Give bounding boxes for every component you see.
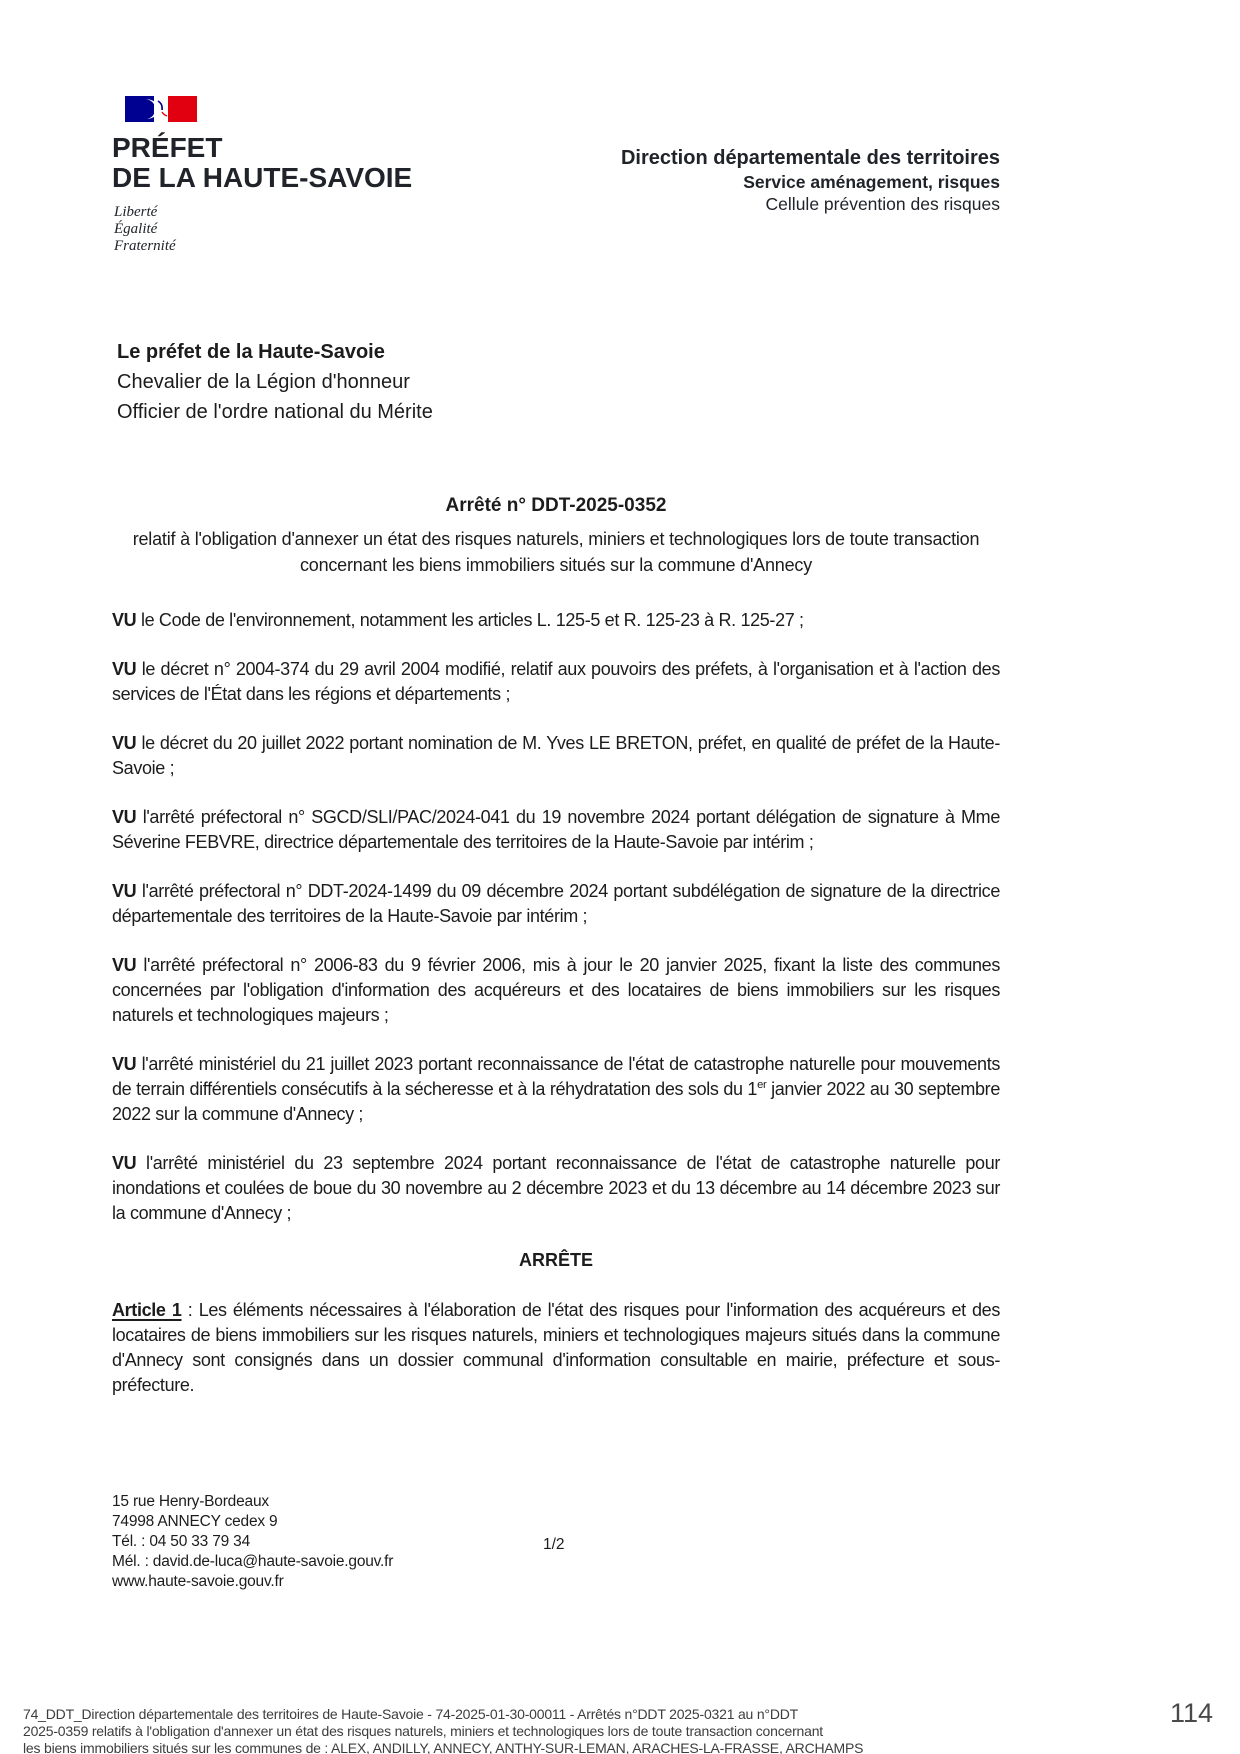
vu-text: le Code de l'environnement, notamment les articles L. 125-5 et R. 125-23 à R. 125-27 ; <box>136 610 804 630</box>
vu-text: l'arrêté préfectoral n° 2006-83 du 9 février 2006, mis à jour le 20 janvier 2025, fixant la liste des communes concernées par l'obligation d'information des acquéreurs et des locataires de biens immobiliers sur les risques naturels et technologiques majeurs ; <box>112 955 1000 1025</box>
article-1-separator: : <box>181 1300 199 1320</box>
vu-label: VU <box>112 659 137 679</box>
decree-subtitle: relatif à l'obligation d'annexer un état des risques naturels, miniers et technologiques lors de toute transaction concernant les biens immobiliers situés sur la commune d'Annecy <box>132 529 980 575</box>
vu-text: l'arrêté préfectoral n° DDT-2024-1499 du 09 décembre 2024 portant subdélégation de signature de la directrice départementale des territoires de la Haute-Savoie par intérim ; <box>112 881 1000 926</box>
vu-text: le décret n° 2004-374 du 29 avril 2004 modifié, relatif aux pouvoirs des préfets, à l'organisation et à l'action des services de l'État dans les régions et départements ; <box>112 659 1000 704</box>
article-1 <box>112 1298 1000 1398</box>
direction-name: Direction départementale des territoires <box>620 147 1000 169</box>
vu-clause-1 <box>112 608 1000 633</box>
prefect-honor-2: Officier de l'ordre national du Mérite <box>117 401 433 423</box>
motto-liberte: Liberté <box>114 204 158 220</box>
vu-clause-3 <box>112 731 1000 781</box>
compilation-page-number: 114 <box>1170 1698 1214 1728</box>
arrete-heading: ARRÊTE <box>518 1250 593 1270</box>
french-flag-marianne-icon <box>125 96 197 122</box>
republic-logo <box>112 96 412 255</box>
article-1-label: Article 1 <box>112 1300 182 1320</box>
vu-clause-5 <box>112 879 1000 929</box>
logo-title-line2: DE LA HAUTE-SAVOIE <box>112 162 413 193</box>
vu-clause-2 <box>112 657 1000 707</box>
service-name: Service aménagement, risques <box>743 172 1000 192</box>
vu-text: l'arrêté ministériel du 23 septembre 2024 portant reconnaissance de l'état de catastrophe naturelle pour inondations et coulées de boue du 30 novembre au 2 décembre 2023 et du 13 décembre au 14 décembre 2023 sur la commune d'Annecy ; <box>112 1153 1000 1223</box>
vu-label: VU <box>112 1153 137 1173</box>
motto-egalite: Égalité <box>114 221 158 237</box>
ordinal-superscript: er <box>757 1079 767 1091</box>
website-line: www.haute-savoie.gouv.fr <box>112 1573 284 1590</box>
vu-label: VU <box>112 610 137 630</box>
vu-label: VU <box>112 807 137 827</box>
compilation-note-line-3: les biens immobiliers situés sur les communes de : ALEX, ANDILLY, ANNECY, ANTHY-SUR-LEMAN, ARACHES-LA-FRASSE, ARCHAMPS <box>23 1740 864 1754</box>
vu-text: l'arrêté ministériel du 21 juillet 2023 portant reconnaissance de l'état de catastrophe naturelle pour mouvements de terrain différentiels consécutifs à la sécheresse et à la réhydratation des sols du 1 <box>112 1054 1000 1099</box>
page-indicator: 1/2 <box>543 1536 565 1553</box>
email-line: Mél. : david.de-luca@haute-savoie.gouv.fr <box>112 1553 394 1570</box>
logo-title-line1: PRÉFET <box>112 132 223 163</box>
phone-line: Tél. : 04 50 33 79 34 <box>112 1533 250 1550</box>
motto-fraternite: Fraternité <box>114 238 176 254</box>
service-header <box>440 146 1000 215</box>
prefect-title: Le préfet de la Haute-Savoie <box>117 341 385 363</box>
logo-motto <box>114 204 412 255</box>
vu-label: VU <box>112 733 137 753</box>
vu-label: VU <box>112 1054 137 1074</box>
vu-clause-7 <box>112 1052 1000 1127</box>
vu-label: VU <box>112 955 137 975</box>
vu-text: l'arrêté préfectoral n° SGCD/SLI/PAC/2024-041 du 19 novembre 2024 portant délégation de signature à Mme Séverine FEBVRE, directrice départementale des territoires de la Haute-Savoie par intérim ; <box>112 807 1000 852</box>
decree-title: Arrêté n° DDT-2025-0352 <box>445 495 667 516</box>
vu-label: VU <box>112 881 137 901</box>
address-line-1: 15 rue Henry-Bordeaux <box>112 1493 269 1510</box>
compilation-note-line-1: 74_DDT_Direction départementale des territoires de Haute-Savoie - 74-2025-01-30-00011 - Arrêtés n°DDT 2025-0321 au n°DDT <box>23 1706 798 1722</box>
vu-clause-8 <box>112 1151 1000 1226</box>
authority-block <box>117 337 433 427</box>
compilation-note <box>23 1706 1143 1754</box>
compilation-note-line-2: 2025-0359 relatifs à l'obligation d'annexer un état des risques naturels, miniers et technologiques lors de toute transaction concernant <box>23 1723 823 1739</box>
decree-body <box>112 608 1000 1398</box>
address-line-2: 74998 ANNECY cedex 9 <box>112 1513 278 1530</box>
vu-clause-4 <box>112 805 1000 855</box>
vu-text: janvier 2022 au 30 septembre 2022 sur la commune d'Annecy ; <box>112 1079 1000 1124</box>
vu-clause-6 <box>112 953 1000 1028</box>
article-1-text: Les éléments nécessaires à l'élaboration de l'état des risques pour l'information des acquéreurs et des locataires de biens immobiliers sur les risques naturels, miniers et technologiques majeurs situés dans la commune d'Annecy sont consignés dans un dossier communal d'information consultable en mairie, préfecture et sous-préfecture. <box>112 1300 1000 1395</box>
cellule-name: Cellule prévention des risques <box>765 194 1000 214</box>
contact-block <box>112 1492 393 1592</box>
prefect-honor-1: Chevalier de la Légion d'honneur <box>117 371 410 393</box>
vu-text: le décret du 20 juillet 2022 portant nomination de M. Yves LE BRETON, préfet, en qualité de préfet de la Haute-Savoie ; <box>112 733 1000 778</box>
